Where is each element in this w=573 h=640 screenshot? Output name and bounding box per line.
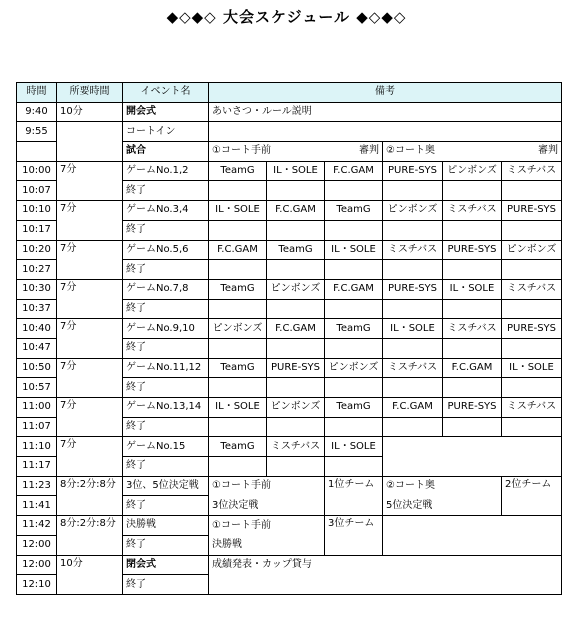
schedule-table [16,82,562,595]
event-cell: ゲームNo.13,14 [123,398,209,418]
team-cell: ピンボンズ [209,319,267,339]
time-cell: 9:40 [17,102,57,122]
table-row [17,142,562,162]
event-cell: 終了 [123,378,209,398]
team-cell: IL・SOLE [325,240,383,260]
time-cell: 9:55 [17,122,57,142]
duration-cell: 7分 [57,319,123,358]
court-label: ①コート手前 [209,476,325,496]
team-cell: PURE-SYS [443,398,502,418]
duration-cell: 7分 [57,201,123,240]
table-row [17,161,562,181]
event-cell: 終了 [123,220,209,240]
duration-cell: 7分 [57,358,123,397]
event-cell: 試合 [123,142,209,162]
team-cell: PURE-SYS [502,319,562,339]
team-cell: ピンボンズ [383,201,443,221]
team-cell: IL・SOLE [443,279,502,299]
sub-event-label: 3位決定戦 [209,496,325,516]
time-cell: 10:20 [17,240,57,260]
team-cell: ピンボンズ [267,398,325,418]
event-cell: 3位、5位決定戦 [123,476,209,496]
event-cell: 閉会式 [123,555,209,575]
event-cell: ゲームNo.3,4 [123,201,209,221]
time-cell: 10:17 [17,220,57,240]
team-cell: 1位チーム [325,476,383,515]
judge-label: 審判 [538,145,558,157]
court-label: ②コート奥 [386,145,435,157]
event-cell: 終了 [123,417,209,437]
duration-cell: 7分 [57,279,123,318]
team-cell: ミスチバス [443,319,502,339]
event-cell: 終了 [123,535,209,555]
team-cell: F.C.GAM [325,161,383,181]
team-cell: 2位チーム [502,476,562,515]
team-cell: TeamG [267,240,325,260]
team-cell: PURE-SYS [383,161,443,181]
table-row [17,122,562,142]
court-header-cell [383,142,562,162]
time-cell: 11:10 [17,437,57,457]
duration-cell: 8分:2分:8分 [57,476,123,515]
team-cell: IL・SOLE [383,319,443,339]
team-cell: TeamG [209,358,267,378]
duration-cell: 7分 [57,398,123,437]
team-cell: ミスチバス [383,358,443,378]
sub-event-label: 5位決定戦 [383,496,502,516]
sub-event-label: 決勝戦 [209,535,325,555]
time-cell: 12:00 [17,555,57,575]
time-cell: 10:50 [17,358,57,378]
time-cell: 10:10 [17,201,57,221]
duration-cell: 8分:2分:8分 [57,516,123,555]
team-cell: TeamG [209,437,267,457]
page-title: ◆◇◆◇ 大会スケジュール ◆◇◆◇ [166,8,407,26]
court-label: ①コート手前 [212,145,271,157]
event-cell: ゲームNo.1,2 [123,161,209,181]
team-cell: TeamG [325,201,383,221]
header-duration: 所要時間 [57,83,123,103]
event-cell: 終了 [123,181,209,201]
team-cell: PURE-SYS [267,358,325,378]
team-cell: TeamG [209,279,267,299]
team-cell: ピンボンズ [325,358,383,378]
duration-cell: 7分 [57,240,123,279]
time-cell: 11:07 [17,417,57,437]
team-cell: F.C.GAM [443,358,502,378]
event-cell: ゲームNo.9,10 [123,319,209,339]
team-cell: IL・SOLE [267,161,325,181]
event-cell: ゲームNo.5,6 [123,240,209,260]
team-cell: IL・SOLE [325,437,383,457]
table-row [17,516,562,536]
note-cell: 成績発表・カップ貸与 [209,555,562,575]
team-cell: IL・SOLE [209,398,267,418]
event-cell: ゲームNo.15 [123,437,209,457]
table-row [17,555,562,575]
team-cell: F.C.GAM [383,398,443,418]
team-cell: ミスチバス [267,437,325,457]
event-cell: 終了 [123,338,209,358]
duration-cell: 10分 [57,555,123,594]
header-row [17,83,562,103]
event-cell: 終了 [123,496,209,516]
table-row [17,476,562,496]
time-cell: 11:17 [17,457,57,477]
duration-cell: 7分 [57,437,123,476]
team-cell: PURE-SYS [502,201,562,221]
time-cell: 10:07 [17,181,57,201]
event-cell: 終了 [123,299,209,319]
event-cell: ゲームNo.7,8 [123,279,209,299]
time-cell: 10:00 [17,161,57,181]
event-cell: 開会式 [123,102,209,122]
table-row [17,358,562,378]
team-cell: TeamG [209,161,267,181]
duration-cell: 7分 [57,161,123,200]
event-cell: コートイン [123,122,209,142]
table-row [17,102,562,122]
header-notes: 備考 [209,83,562,103]
event-cell: 終了 [123,260,209,280]
event-cell: 終了 [123,457,209,477]
table-row [17,201,562,221]
table-row [17,398,562,418]
event-cell: 決勝戦 [123,516,209,536]
header-time: 時間 [17,83,57,103]
time-cell: 11:00 [17,398,57,418]
team-cell: IL・SOLE [209,201,267,221]
note-cell: あいさつ・ルール説明 [209,102,562,122]
team-cell: F.C.GAM [267,201,325,221]
table-row [17,279,562,299]
team-cell: ミスチバス [443,201,502,221]
team-cell: F.C.GAM [267,319,325,339]
time-cell: 11:23 [17,476,57,496]
judge-label: 審判 [359,145,379,157]
team-cell: ピンボンズ [502,240,562,260]
team-cell: ミスチバス [383,240,443,260]
table-row [17,319,562,339]
time-cell: 10:37 [17,299,57,319]
court-header-cell [209,142,383,162]
time-cell: 11:42 [17,516,57,536]
time-cell: 10:27 [17,260,57,280]
time-cell: 10:47 [17,338,57,358]
team-cell: F.C.GAM [209,240,267,260]
time-cell: 12:10 [17,575,57,595]
team-cell: TeamG [325,319,383,339]
team-cell: IL・SOLE [502,358,562,378]
team-cell: TeamG [325,398,383,418]
event-cell: 終了 [123,575,209,595]
time-cell: 11:41 [17,496,57,516]
time-cell: 12:00 [17,535,57,555]
team-cell: ミスチバス [502,398,562,418]
time-cell: 10:40 [17,319,57,339]
team-cell: PURE-SYS [443,240,502,260]
duration-cell: 10分 [57,102,123,122]
team-cell: ミスチバス [502,279,562,299]
event-cell: ゲームNo.11,12 [123,358,209,378]
header-event: イベント名 [123,83,209,103]
table-row [17,240,562,260]
team-cell: ミスチバス [502,161,562,181]
table-row [17,437,562,457]
team-cell: PURE-SYS [383,279,443,299]
team-cell: 3位チーム [325,516,383,555]
time-cell: 10:30 [17,279,57,299]
time-cell: 10:57 [17,378,57,398]
court-label: ②コート奥 [383,476,502,496]
court-label: ①コート手前 [209,516,325,536]
team-cell: ピンボンズ [443,161,502,181]
team-cell: ピンボンズ [267,279,325,299]
team-cell: F.C.GAM [325,279,383,299]
